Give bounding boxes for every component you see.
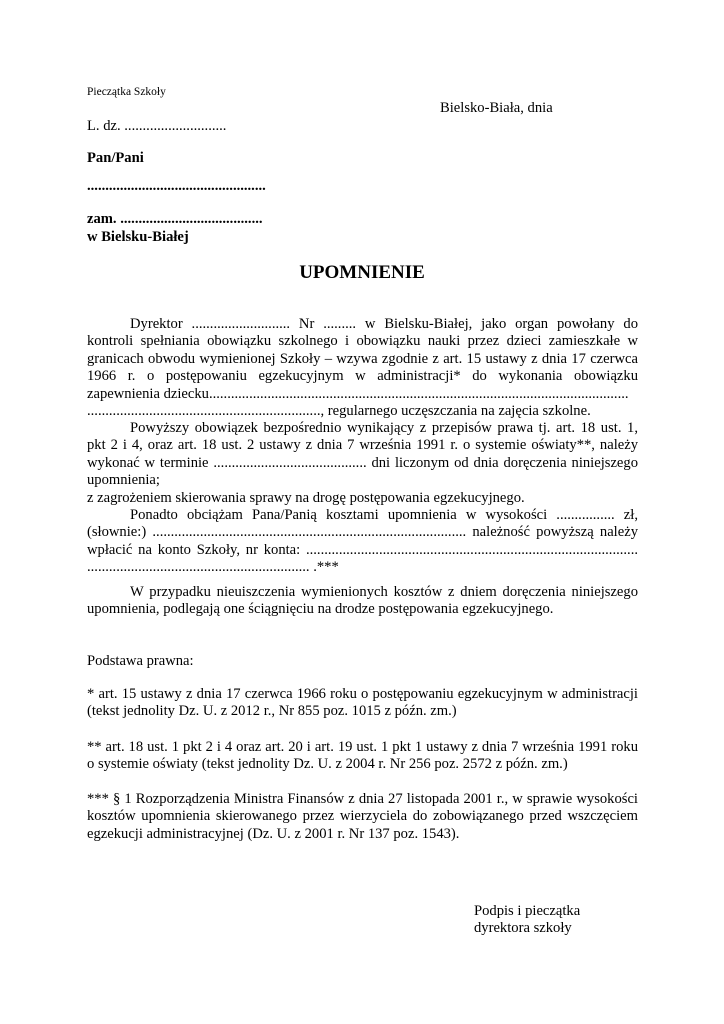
body-line: Dyrektor ........................... Nr ......... w Bielsku-Białej, jako organ powołany do [130, 316, 638, 332]
body-line: 1966 r. o postępowaniu egzekucyjnym w administracji* do wykonania obowiązku [87, 368, 638, 385]
paragraph-costs [87, 507, 638, 577]
addressee-name-blank: ................................................. [87, 178, 266, 194]
body-line: wpłacić na konto Szkoły, nr konta: ........................................................................................... [87, 541, 638, 558]
paragraph-obligation [87, 420, 638, 507]
body-line: upomnienia; [87, 472, 160, 489]
signature-label: Podpis i pieczątka [474, 903, 581, 919]
body-line: pkt 2 i 4, oraz art. 18 ust. 2 ustawy z dnia 7 września 1991 r. o systemie oświaty**, należy [87, 437, 638, 454]
legal-note-1: * art. 15 ustawy z dnia 17 czerwca 1966 roku o postępowaniu egzekucyjnym w administracji (tekst jednolity Dz. U. z 2012 r., Nr 855 poz. 1015 z późn. zm.) [87, 686, 638, 720]
body-line: ............................................................. .*** [87, 559, 339, 576]
signature-role: dyrektora szkoły [474, 920, 572, 936]
body-line: ................................................................, regularnego uczęszczania na zajęcia szkolne. [87, 403, 591, 420]
paragraph-summons [87, 316, 638, 420]
legal-basis-heading: Podstawa prawna: [87, 653, 194, 669]
body-line: granicach obwodu wymienionej Szkoły – wzywa zgodnie z art. 15 ustawy z dnia 17 czerwca [87, 350, 638, 367]
legal-note-2: ** art. 18 ust. 1 pkt 2 i 4 oraz art. 20 i art. 19 ust. 1 pkt 1 ustawy z dnia 7 września 1991 roku o systemie oświaty (tekst jednolity Dz. U. z 2004 r. Nr 256 poz. 2572 z późn. zm.) [87, 739, 638, 773]
addressee-address: zam. ....................................... [87, 211, 263, 227]
reference-number: L. dz. ............................ [87, 118, 227, 134]
school-stamp-label: Pieczątka Szkoły [87, 86, 166, 98]
legal-note-3: *** § 1 Rozporządzenia Ministra Finansów z dnia 27 listopada 2001 r., w sprawie wysokości kosztów upomnienia skierowanego przez wierzyciela do zobowiązanego przed wszczęciem egzekucji administracyjnej (Dz. U. z 2001 r. Nr 137 poz. 1543). [87, 791, 638, 842]
body-line: zapewnienia dziecku................................................................................................................... [87, 385, 629, 402]
body-line: wykonać w terminie .......................................... dni liczonym od dnia doręczenia niniejszego [87, 454, 638, 471]
body-line: kontroli spełniania obowiązku szkolnego i obowiązku nauki przez dzieci zamieszkałe w [87, 333, 638, 350]
addressee-city: w Bielsku-Białej [87, 229, 189, 245]
document-title: UPOMNIENIE [299, 262, 425, 283]
paragraph-collection: W przypadku nieuiszczenia wymienionych kosztów z dniem doręczenia niniejszego upomnienia, podlegają one ściągnięciu na drodze postępowania egzekucyjnego. [87, 584, 638, 618]
body-line: (słownie:) ...................................................................................... należność powyższą należy [87, 524, 638, 541]
place-date: Bielsko-Biała, dnia [440, 100, 553, 116]
salutation: Pan/Pani [87, 150, 144, 166]
body-line: Powyższy obowiązek bezpośrednio wynikający z przepisów prawa tj. art. 18 ust. 1, [130, 420, 638, 436]
body-line: z zagrożeniem skierowania sprawy na drogę postępowania egzekucyjnego. [87, 489, 525, 506]
body-line: Ponadto obciążam Pana/Panią kosztami upomnienia w wysokości ................ zł, [130, 507, 638, 523]
